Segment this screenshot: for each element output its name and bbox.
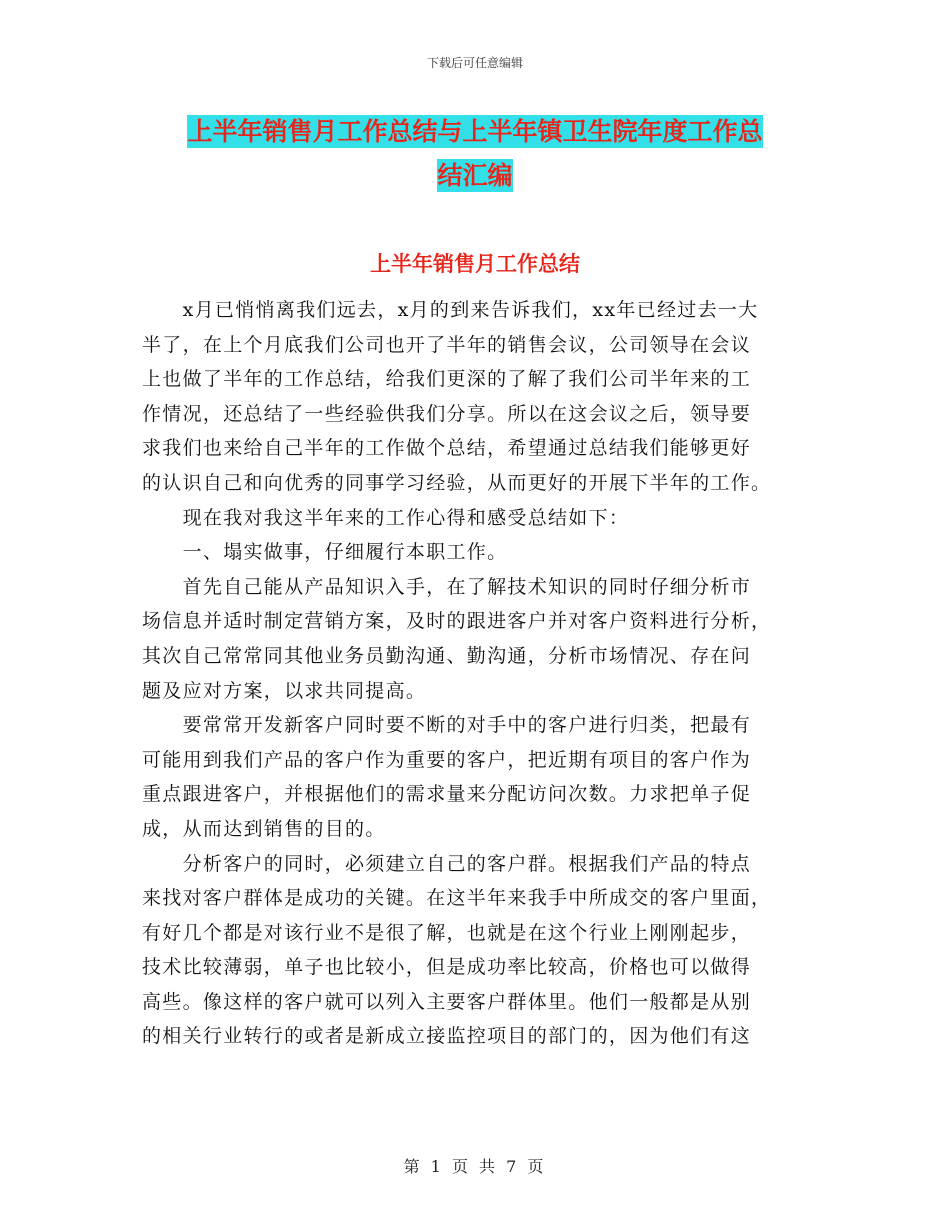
body-line: 来找对客户群体是成功的关键。在这半年来我手中所成交的客户里面， xyxy=(142,887,772,910)
document-title-line-2: 结汇编 xyxy=(437,161,513,190)
document-title-line-1: 上半年销售月工作总结与上半年镇卫生院年度工作总 xyxy=(187,117,763,146)
section-title: 上半年销售月工作总结 xyxy=(370,251,580,276)
body-line: 要常常开发新客户同时要不断的对手中的客户进行归类，把最有 xyxy=(142,714,752,737)
body-line: 分析客户的同时，必须建立自己的客户群。根据我们产品的特点 xyxy=(142,852,752,875)
body-line: 上也做了半年的工作总结，给我们更深的了解了我们公司半年来的工 xyxy=(142,368,752,391)
body-line: 其次自己常常同其他业务员勤沟通、勤沟通，分析市场情况、存在问 xyxy=(142,644,752,667)
body-line: 作情况，还总结了一些经验供我们分享。所以在这会议之后，领导要 xyxy=(142,402,752,425)
body-line: 现在我对我这半年来的工作心得和感受总结如下： xyxy=(142,506,630,529)
body-line: 求我们也来给自己半年的工作做个总结，希望通过总结我们能够更好 xyxy=(142,437,752,460)
body-line: 题及应对方案，以求共同提高。 xyxy=(142,679,427,702)
body-line: 技术比较薄弱，单子也比较小，但是成功率比较高，价格也可以做得 xyxy=(142,956,752,979)
body-line: 的相关行业转行的或者是新成立接监控项目的部门的，因为他们有这 xyxy=(142,1025,752,1048)
body-line: 场信息并适时制定营销方案，及时的跟进客户并对客户资料进行分析， xyxy=(142,610,772,633)
body-line: 重点跟进客户，并根据他们的需求量来分配访问次数。力求把单子促 xyxy=(142,783,752,806)
page-header: 下载后可任意编辑 xyxy=(426,56,523,70)
body-line: 高些。像这样的客户就可以列入主要客户群体里。他们一般都是从别 xyxy=(142,990,752,1013)
body-text xyxy=(142,293,806,1054)
page-number-footer: 第 1 页 共 7 页 xyxy=(403,1157,547,1176)
document-title xyxy=(130,110,820,198)
body-line: 可能用到我们产品的客户作为重要的客户，把近期有项目的客户作为 xyxy=(142,748,752,771)
body-line: 有好几个都是对该行业不是很了解，也就是在这个行业上刚刚起步， xyxy=(142,921,752,944)
body-line: 首先自己能从产品知识入手，在了解技术知识的同时仔细分析市 xyxy=(142,575,752,598)
body-line: x月已悄悄离我们远去，x月的到来告诉我们，xx年已经过去一大 xyxy=(142,299,759,321)
body-line: 成，从而达到销售的目的。 xyxy=(142,817,386,840)
body-line: 的认识自己和向优秀的同事学习经验，从而更好的开展下半年的工作。 xyxy=(142,471,772,494)
body-line: 一、塌实做事，仔细履行本职工作。 xyxy=(142,541,508,564)
body-line: 半了，在上个月底我们公司也开了半年的销售会议，公司领导在会议 xyxy=(142,333,752,356)
